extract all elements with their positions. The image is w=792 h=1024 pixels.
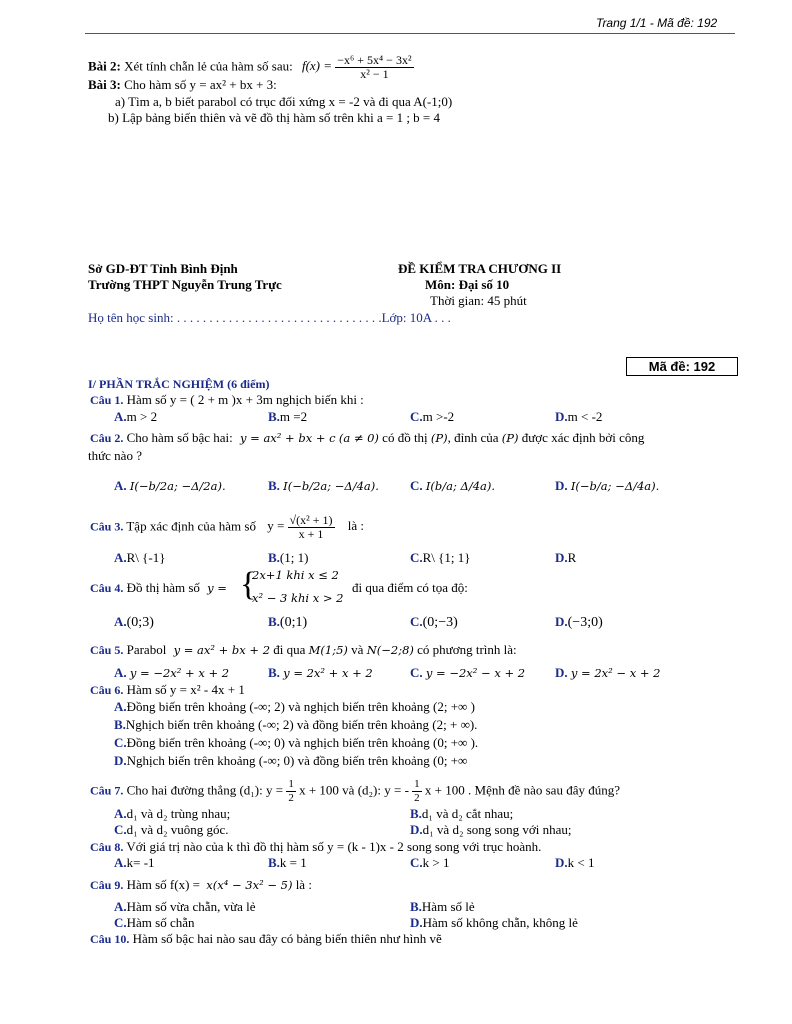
q6-option-c[interactable]: C.Đồng biến trên khoảng (-∞; 0) và nghịch biến trên khoảng (0; +∞ ). [114, 735, 479, 750]
q6: Câu 6. Hàm số y = x² - 4x + 1 [90, 682, 245, 697]
q4-case-2: x² − 3 khi x > 2 [252, 591, 344, 605]
q9: Câu 9. Hàm số f(x) = x(x⁴ − 3x² − 5) là : [90, 877, 312, 892]
q1-option-c[interactable]: C.m >-2 [410, 409, 455, 424]
q3-fraction: $\frac{\text{√(x² + 1)}}{x + 1}$ [289, 513, 333, 541]
bai3-label: Bài 3: [88, 77, 121, 92]
bai3-a: a) Tìm a, b biết parabol có trục đối xứng x = -2 và đi qua A(-1;0) [115, 94, 453, 109]
q8-option-b[interactable]: B.k = 1 [268, 855, 307, 870]
q4-option-a[interactable]: A.(0;3) [114, 614, 154, 630]
section-title: I/ PHẦN TRẮC NGHIỆM (6 điểm) [88, 377, 270, 391]
q4-end: đi qua điểm có tọa độ: [352, 580, 468, 595]
q4-option-d[interactable]: D.(−3;0) [555, 614, 603, 630]
q1-option-d[interactable]: D.m < -2 [555, 409, 603, 424]
exam-time: Thời gian: 45 phút [430, 293, 527, 308]
q2: Câu 2. Cho hàm số bậc hai: y = ax² + bx + c (a ≠ 0) có đồ thị (P), đỉnh của (P) được xác định bởi công [90, 430, 645, 445]
q2-option-a[interactable]: A. I(−b/2a; −Δ/2a). [114, 478, 226, 493]
q2-label: Câu 2. [90, 431, 124, 445]
q7: Câu 7. Cho hai đường thẳng (d₁): y = $\frac{1}{2}$ x + 100 và (d₂): y = - $\frac{1}{2}$ x + 100 . Mệnh đề nào sau đây đúng? [90, 778, 620, 804]
bai2-den: x² − 1 [360, 67, 389, 81]
bai2-text: Xét tính chẵn lẻ của hàm số sau: [124, 58, 293, 74]
q5-option-d[interactable]: D. y = 2x² − x + 2 [555, 665, 661, 680]
q3-option-b[interactable]: B.(1; 1) [268, 550, 309, 565]
q7-option-d[interactable]: D.d₁ và d₂ song song với nhau; [410, 822, 572, 837]
q8-option-c[interactable]: C.k > 1 [410, 855, 450, 870]
student-line: Họ tên học sinh: . . . . . . . . . . . . . . . . . . . . . . . . . . . . . . . .Lớp: 10A . . . [88, 310, 451, 325]
q7-fraction-1: $\frac{1}{2}$ [288, 778, 294, 804]
q4-brace: { [240, 566, 257, 603]
q3-option-d[interactable]: D.R [555, 550, 577, 565]
bai2-fx: f(x) = [301, 58, 333, 74]
q2-option-c[interactable]: C. I(b/a; Δ/4a). [410, 478, 496, 493]
q3: Câu 3. Tập xác định của hàm số y = $\frac{\text{√(x² + 1)}}{x + 1}$ là : [90, 513, 364, 541]
q3-option-a[interactable]: A.R\ {-1} [114, 550, 166, 565]
exam-subject: Môn: Đại số 10 [425, 277, 510, 292]
page-header: Trang 1/1 - Mã đề: 192 [596, 16, 718, 30]
q7-option-c[interactable]: C.d₁ và d₂ vuông góc. [114, 822, 229, 837]
q1-label: Câu 1. [90, 393, 124, 407]
q1 [90, 392, 364, 408]
q1-option-a[interactable]: A.m > 2 [114, 409, 158, 424]
q8-option-d[interactable]: D.k < 1 [555, 855, 595, 870]
q2-text-cont: thức nào ? [88, 448, 142, 463]
q5-option-a[interactable]: A. y = −2x² + x + 2 [114, 665, 230, 680]
exam-title: ĐỀ KIỂM TRA CHƯƠNG II [398, 261, 562, 276]
q9-option-a[interactable]: A.Hàm số vừa chẵn, vừa lẻ [114, 899, 256, 914]
q9-option-b[interactable]: B.Hàm số lẻ [410, 899, 475, 914]
q7-fraction-2: $\frac{1}{2}$ [414, 778, 420, 804]
q10: Câu 10. Hàm số bậc hai nào sau đây có bảng biến thiên như hình vẽ [90, 931, 442, 946]
q5-option-c[interactable]: C. y = −2x² − x + 2 [410, 665, 526, 680]
q9-option-c[interactable]: C.Hàm số chẵn [114, 915, 195, 930]
q4-case-1: 2x+1 khi x ≤ 2 [252, 568, 339, 582]
q7-option-b[interactable]: B.d₁ và d₂ cắt nhau; [410, 806, 514, 821]
q7-option-a[interactable]: A.d₁ và d₂ trùng nhau; [114, 806, 231, 821]
bai3-text: Cho hàm số y = ax² + bx + 3: [124, 77, 277, 92]
q1-option-b[interactable]: B.m =2 [268, 409, 308, 424]
q1-text: Hàm số y = ( 2 + m )x + 3m nghịch biến khi : [126, 392, 364, 407]
school-name: Trường THPT Nguyễn Trung Trực [88, 277, 282, 292]
q8: Câu 8. Với giá trị nào của k thì đồ thị hàm số y = (k - 1)x - 2 song song với trục hoành. [90, 839, 542, 854]
exam-code-box: Mã đề: 192 [626, 357, 738, 376]
school-dept: Sở GD-ĐT Tỉnh Bình Định [88, 261, 238, 276]
q5-option-b[interactable]: B. y = 2x² + x + 2 [268, 665, 373, 680]
q2-option-b[interactable]: B. I(−b/2a; −Δ/4a). [268, 478, 379, 493]
bai3-b: b) Lập bảng biến thiên và vẽ đồ thị hàm số trên khi a = 1 ; b = 4 [108, 110, 441, 125]
q5: Câu 5. Parabol y = ax² + bx + 2 đi qua M(1;5) và N(−2;8) có phương trình là: [90, 642, 517, 657]
q6-option-b[interactable]: B.Nghịch biến trên khoảng (-∞; 2) và đồng biến trên khoảng (2; + ∞). [114, 717, 478, 732]
q6-option-a[interactable]: A.Đồng biến trên khoảng (-∞; 2) và nghịch biến trên khoảng (2; +∞ ) [114, 699, 475, 714]
header-rule [85, 33, 735, 34]
bai3 [88, 77, 277, 93]
q2-option-d[interactable]: D. I(−b/a; −Δ/4a). [555, 478, 660, 493]
q3-option-c[interactable]: C.R\ {1; 1} [410, 550, 471, 565]
q4-option-c[interactable]: C.(0;−3) [410, 614, 458, 630]
bai2-num: −x⁶ + 5x⁴ − 3x² [337, 53, 412, 67]
q9-option-d[interactable]: D.Hàm số không chẵn, không lẻ [410, 915, 578, 930]
bai2-label: Bài 2: [88, 58, 121, 74]
q8-option-a[interactable]: A.k= -1 [114, 855, 155, 870]
q6-option-d[interactable]: D.Nghịch biến trên khoảng (-∞; 0) và đồng biến trên khoảng (0; +∞ [114, 753, 468, 768]
q4: Câu 4. Đồ thị hàm số y = [90, 580, 227, 595]
bai2-fraction [335, 54, 413, 81]
q4-option-b[interactable]: B.(0;1) [268, 614, 308, 630]
